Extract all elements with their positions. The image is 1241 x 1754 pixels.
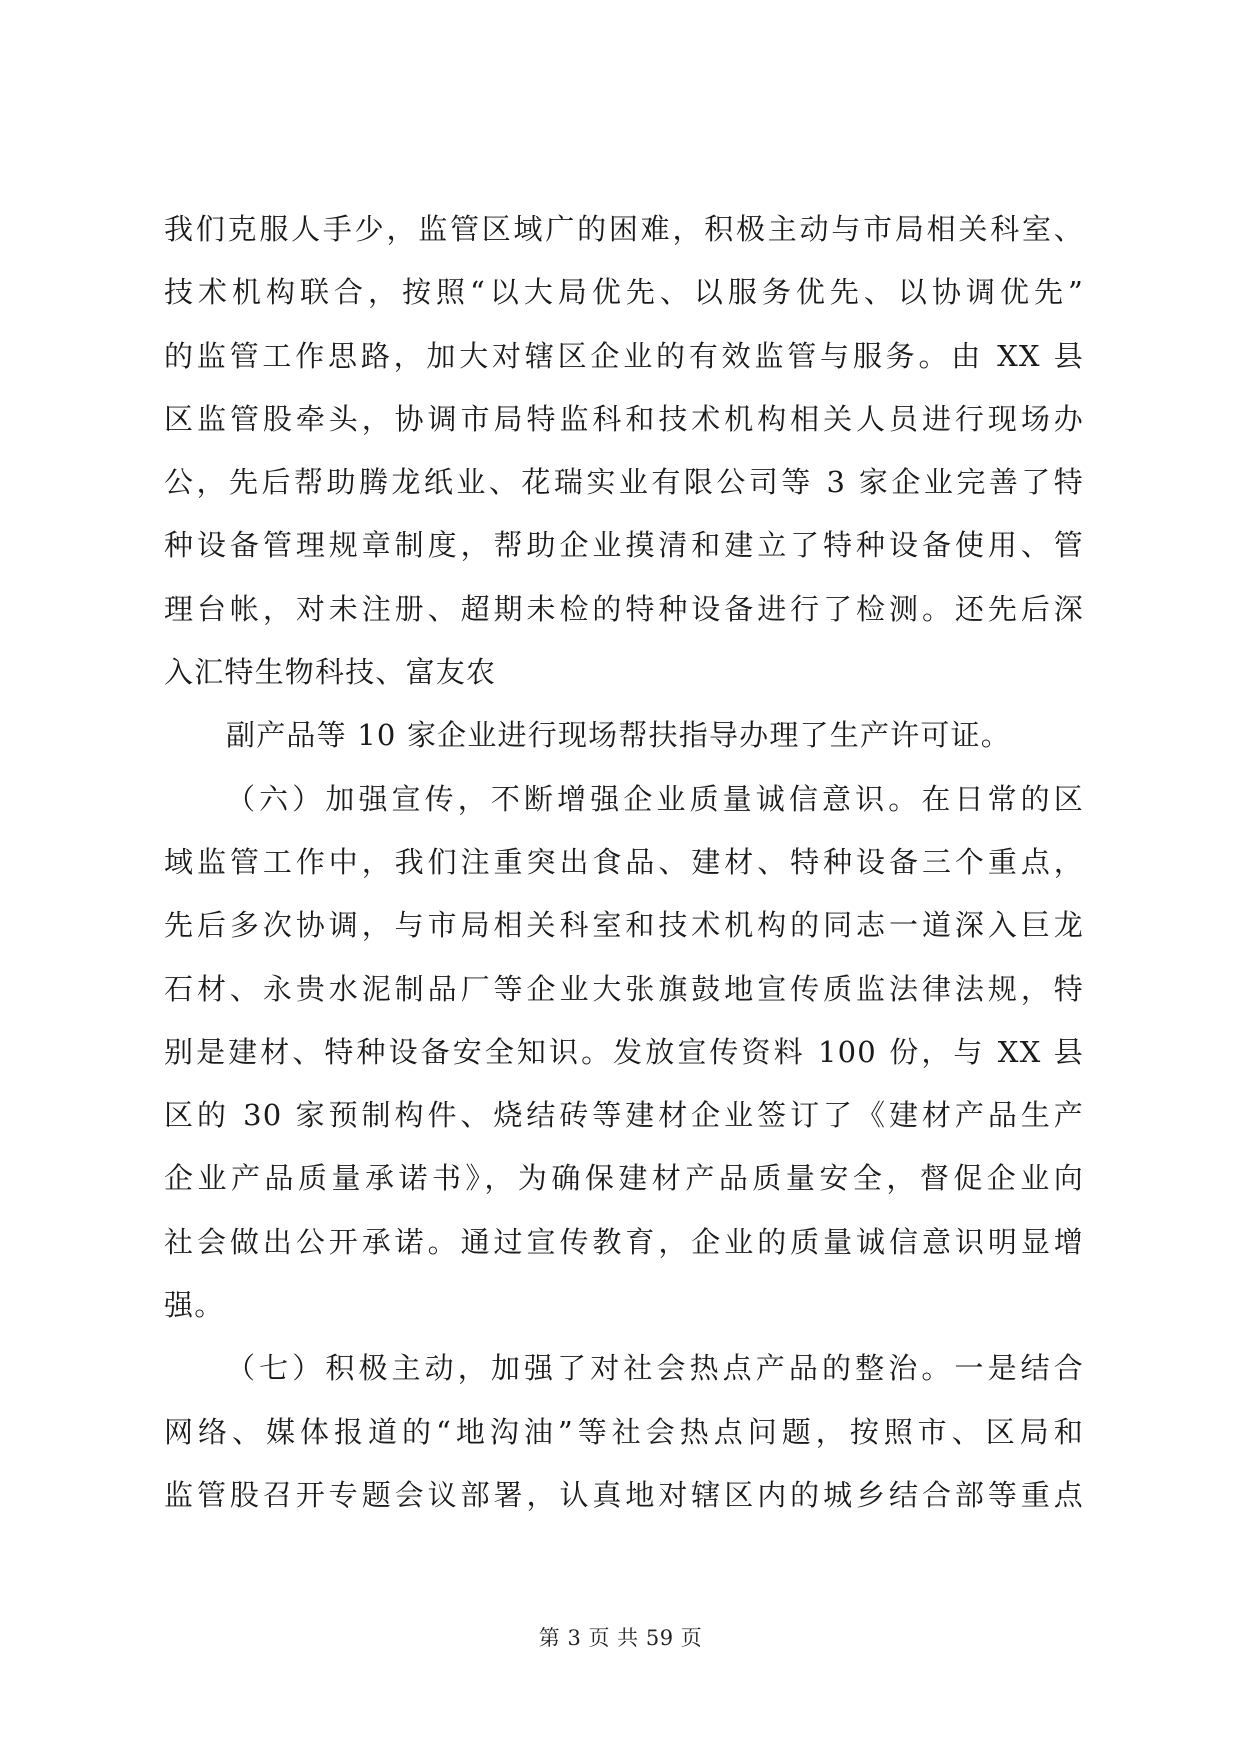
text-line: 先后多次协调，与市局相关科室和技术机构的同志一道深入巨龙 <box>164 908 1084 943</box>
section-seven-heading-line: （七）积极主动，加强了对社会热点产品的整治。一是结合 <box>226 1351 1084 1386</box>
text-line: 强。 <box>164 1288 225 1323</box>
text-line: 的监管工作思路，加大对辖区企业的有效监管与服务。由 XX 县 <box>164 338 1084 373</box>
section-six-heading-line: （六）加强宣传，不断增强企业质量诚信意识。在日常的区 <box>226 781 1084 816</box>
page-number-footer: 第 3 页 共 59 页 <box>538 1626 703 1650</box>
text-line: 社会做出公开承诺。通过宣传教育，企业的质量诚信意识明显增 <box>164 1224 1084 1259</box>
text-line: 监管股召开专题会议部署，认真地对辖区内的城乡结合部等重点 <box>164 1477 1084 1512</box>
text-line: 域监管工作中，我们注重突出食品、建材、特种设备三个重点， <box>164 844 1084 879</box>
text-line: 副产品等 10 家企业进行现场帮扶指导办理了生产许可证。 <box>226 718 1011 753</box>
text-line: 技术机构联合，按照“以大局优先、以服务优先、以协调优先” <box>164 275 1084 310</box>
text-line: 入汇特生物科技、富友农 <box>164 655 497 690</box>
text-line: 区监管股牵头，协调市局特监科和技术机构相关人员进行现场办 <box>164 401 1084 436</box>
text-line: 网络、媒体报道的“地沟油”等社会热点问题，按照市、区局和 <box>164 1414 1084 1449</box>
text-line: 种设备管理规章制度，帮助企业摸清和建立了特种设备使用、管 <box>164 528 1084 563</box>
text-line: 区的 30 家预制构件、烧结砖等建材企业签订了《建材产品生产 <box>164 1098 1084 1133</box>
text-line: 公，先后帮助腾龙纸业、花瑞实业有限公司等 3 家企业完善了特 <box>164 465 1084 500</box>
text-line: 企业产品质量承诺书》，为确保建材产品质量安全，督促企业向 <box>164 1161 1084 1196</box>
body-text <box>164 198 1084 1527</box>
text-line: 我们克服人手少，监管区域广的困难，积极主动与市局相关科室、 <box>164 212 1084 246</box>
text-line: 别是建材、特种设备安全知识。发放宣传资料 100 份，与 XX 县 <box>164 1034 1084 1069</box>
text-line: 石材、永贵水泥制品厂等企业大张旗鼓地宣传质监法律法规，特 <box>164 971 1084 1006</box>
text-line: 理台帐，对未注册、超期未检的特种设备进行了检测。还先后深 <box>164 591 1084 626</box>
